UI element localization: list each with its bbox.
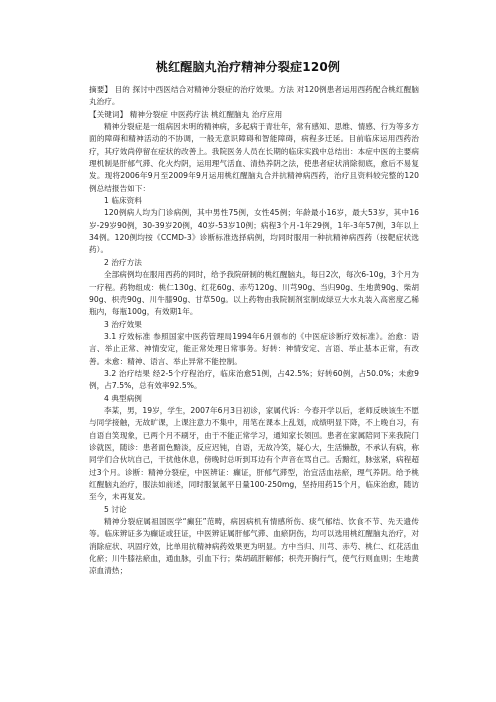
paragraph: 4 典型病例 xyxy=(104,393,142,403)
paragraph: 3.2 治疗结果 经2-5个疗程治疗，临床治愈51例，占42.5%；好转60例，占50.0%；未愈9例，占7.5%，总有效率92.5%。 xyxy=(89,368,419,391)
paragraph: 120例病人均为门诊病例，其中男性75例，女性45例；年龄最小16岁，最大53岁，其中16岁-29岁90例，30-39岁20例，40岁-53岁10例；病程3个月-1年29例，1年-3年57例，3年以上34例。120例均按《CCMD-3》诊断标准选择病例，均同时服用一种抗精神病西药（按靶症状选药）。 xyxy=(89,208,419,255)
paragraph: 全部病例均在服用西药的同时，给予我院研制的桃红醒脑丸，每日2次，每次6-10g，3个月为一疗程。药物组成：桃仁130g、红花60g、赤芍120g、川芎90g、当归90g、生地黄90g、柴胡90g、枳壳90g、川牛膝90g、甘草50g。以上药物由我院制剂室制成绿豆大水丸装入高密度乙稀瓶内，每瓶100g，有效期1年。 xyxy=(89,270,419,317)
paragraph: 1 临床资料 xyxy=(104,196,142,206)
document-title: 桃红醒脑丸治疗精神分裂症120例 xyxy=(155,60,341,74)
document-body xyxy=(89,84,419,578)
paragraph: 摘要】 目的 探讨中西医结合对精神分裂症的治疗效果。方法 对120例患者运用西药配合桃红醒脑丸治疗。 xyxy=(89,85,419,107)
paragraph: 5 讨论 xyxy=(104,504,127,514)
paragraph: 3.1 疗效标准 参照国家中医药管理局1994年6月颁布的《中医症诊断疗效标准》。治愈：语言、举止正常、神情安定，能正常处理日常事务。好转：神情安定、言语、举止基本正常，有改善。未愈：精神、语言、举止异常不能控制。 xyxy=(89,331,419,366)
paragraph: 精神分裂症属祖国医学“癫狂”范畴，病因病机有情感所伤、痰气郁结、饮食不节、先天遗传等。临床辨证多为癫证或狂证，中医辨证属肝郁气滞、血瘀阴伤，均可以选用桃红醒脑丸治疗，对消除症状、巩固疗效，比单用抗精神病药效果更为明显。方中当归、川芎、赤芍、桃仁、红花活血化瘀；川牛膝祛瘀血，通血脉，引血下行；柴胡疏肝解郁；枳壳开胸行气，使气行则血则；生地黄凉血清热； xyxy=(89,517,419,576)
paragraph: 【关键词】 精神分裂症 中医药疗法 桃红醒脑丸 治疗应用 xyxy=(89,109,283,119)
paragraph: 2 治疗方法 xyxy=(104,257,142,267)
paragraph: 精神分裂症是一组病因未明的精神病，多起病于青壮年，常有感知、思维、情感、行为等多方面的障碍和精神活动的不协调，一般无意识障碍和智能障碍，病程多迁延。目前临床运用西药治疗，其疗效尚停留在症状的改善上。我院医务人员在长期的临床实践中总结出：本症中医的主要病理机制是肝郁气滞、化火灼阴，运用理气活血、清热养阴之法，使患者症状消除彻底，愈后不易复发。现将2006年9月至2009年9月运用桃红醒脑丸合并抗精神病西药，治疗且资料较完整的120例总结报告如下： xyxy=(89,122,419,193)
paragraph: 3 治疗效果 xyxy=(104,319,142,329)
paragraph: 李某，男，19岁，学生，2007年6月3日初诊，家属代诉：今春开学以后，老师反映该生不愿与同学接触，无故旷课，上课注意力不集中，用笔在课本上乱划，成绩明显下降，不上晚自习，有自语自笑现象，已两个月不刷牙，由于不能正常学习，通知家长领回。患者在家属陪同下来我院门诊就医，随诊：患者面色黯淡，反应迟钝，自语，无故冷笑，疑心大，生活懒散，不承认有病，称同学们合伙坑自己，干扰他休息，傍晚时总听到耳边有个声音在骂自己。舌黯红，脉弦紧，病程超过3个月。诊断：精神分裂症，中医辨证：癫证，肝郁气滞型，治宜活血祛瘀，理气养阴。给予桃红醒脑丸治疗，服法如前述，同时服氯氮平日量100-250mg，坚持用药15个月，临床治愈，随访至今，未再复发。 xyxy=(89,405,419,502)
